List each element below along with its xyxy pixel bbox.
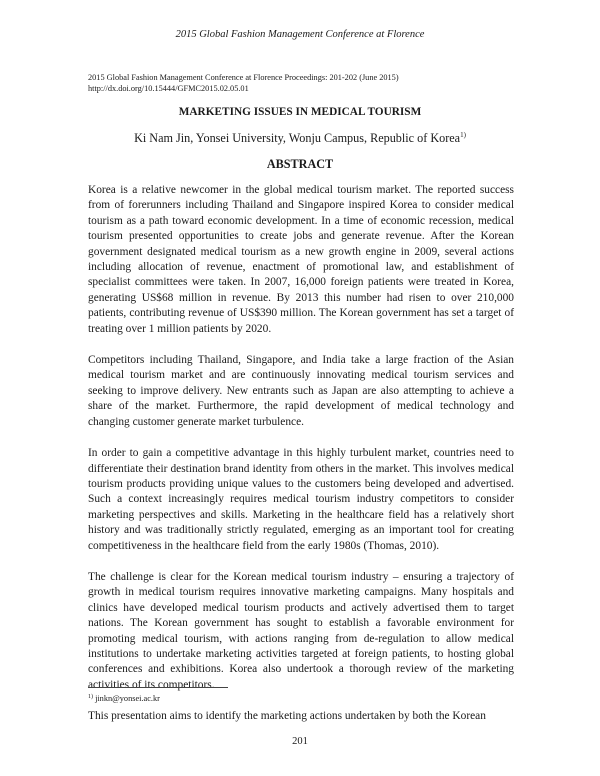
- footnote: [88, 694, 160, 703]
- abstract-paragraph-1: Korea is a relative newcomer in the global medical tourism market. The reported success from of forerunners including Thailand and Singapore inspired Korea to consider medical tourism as a path toward economic development. In a time of economic recession, medical tourism presented opportunities to create jobs and generate revenue. After the Korean government designated medical tourism as a new growth engine in 2009, several actions including allocation of revenue, enactment of promotional law, and establishment of specialist committees were taken. In 2007, 16,000 foreign patients were treated in Korea, generating US$68 million in revenue. By 2013 this number had risen to over 210,000 patients, contributing revenue of US$390 million. The Korean government has set a target of treating over 1 million patients by 2020.: [88, 184, 514, 335]
- abstract-paragraph-3: In order to gain a competitive advantage in this highly turbulent market, countries need to differentiate their destination brand identity from others in the market. This involves medical tourism products providing unique values to the customers being developed and advertised. Such a context increasingly requires medical tourism industry competitors to consider marketing perspectives and skills. Marketing in the healthcare field has a relatively short history and was traditionally strictly regulated, emerging as an important tool for creating competitiveness in the healthcare field from the early 1980s (Thomas, 2010).: [88, 447, 514, 552]
- doi-link[interactable]: http://dx.doi.org/10.15444/GFMC2015.02.05.01: [88, 84, 249, 93]
- author-line: [0, 131, 600, 146]
- author-text: Ki Nam Jin, Yonsei University, Wonju Campus, Republic of Korea: [134, 131, 461, 145]
- proceedings-info: [88, 72, 528, 94]
- author-footnote-mark: 1): [460, 131, 466, 139]
- proceedings-citation: 2015 Global Fashion Management Conference at Florence Proceedings: 201-202 (June 2015): [88, 73, 399, 82]
- running-header: 2015 Global Fashion Management Conference at Florence: [175, 29, 425, 40]
- footnote-email: jinkn@yonsei.ac.kr: [93, 694, 160, 703]
- page-number: 201: [292, 736, 308, 747]
- abstract-paragraph-2: Competitors including Thailand, Singapore, and India take a large fraction of the Asian medical tourism market and are continuously innovating medical tourism services and seeking to improve delivery. New entrants such as Japan are also attempting to achieve a share of the market. Furthermore, the rapid development of medical technology and changing customer generate market turbulence.: [88, 354, 514, 428]
- paper-title: MARKETING ISSUES IN MEDICAL TOURISM: [178, 106, 422, 118]
- abstract-body: [88, 183, 514, 741]
- abstract-paragraph-4: The challenge is clear for the Korean medical tourism industry – ensuring a trajectory of growth in medical tourism requires innovative marketing campaigns. Many hospitals and clinics have developed medical tourism products and actively advertised them to target nations. The Korean government has sought to establish a favorable environment for promoting medical tourism, with actions ranging from de-regulation to allow medical institutions to undertake marketing activities targeted at foreign patients, to hosting global conferences and exhibitions. Korea also undertook a thorough review of the marketing activities of its competitors.: [88, 570, 514, 691]
- footnote-divider: [88, 687, 228, 688]
- abstract-paragraph-5: This presentation aims to identify the marketing actions undertaken by both the Korean: [88, 710, 486, 723]
- footnote-mark: 1): [88, 694, 93, 700]
- abstract-heading: ABSTRACT: [266, 157, 334, 171]
